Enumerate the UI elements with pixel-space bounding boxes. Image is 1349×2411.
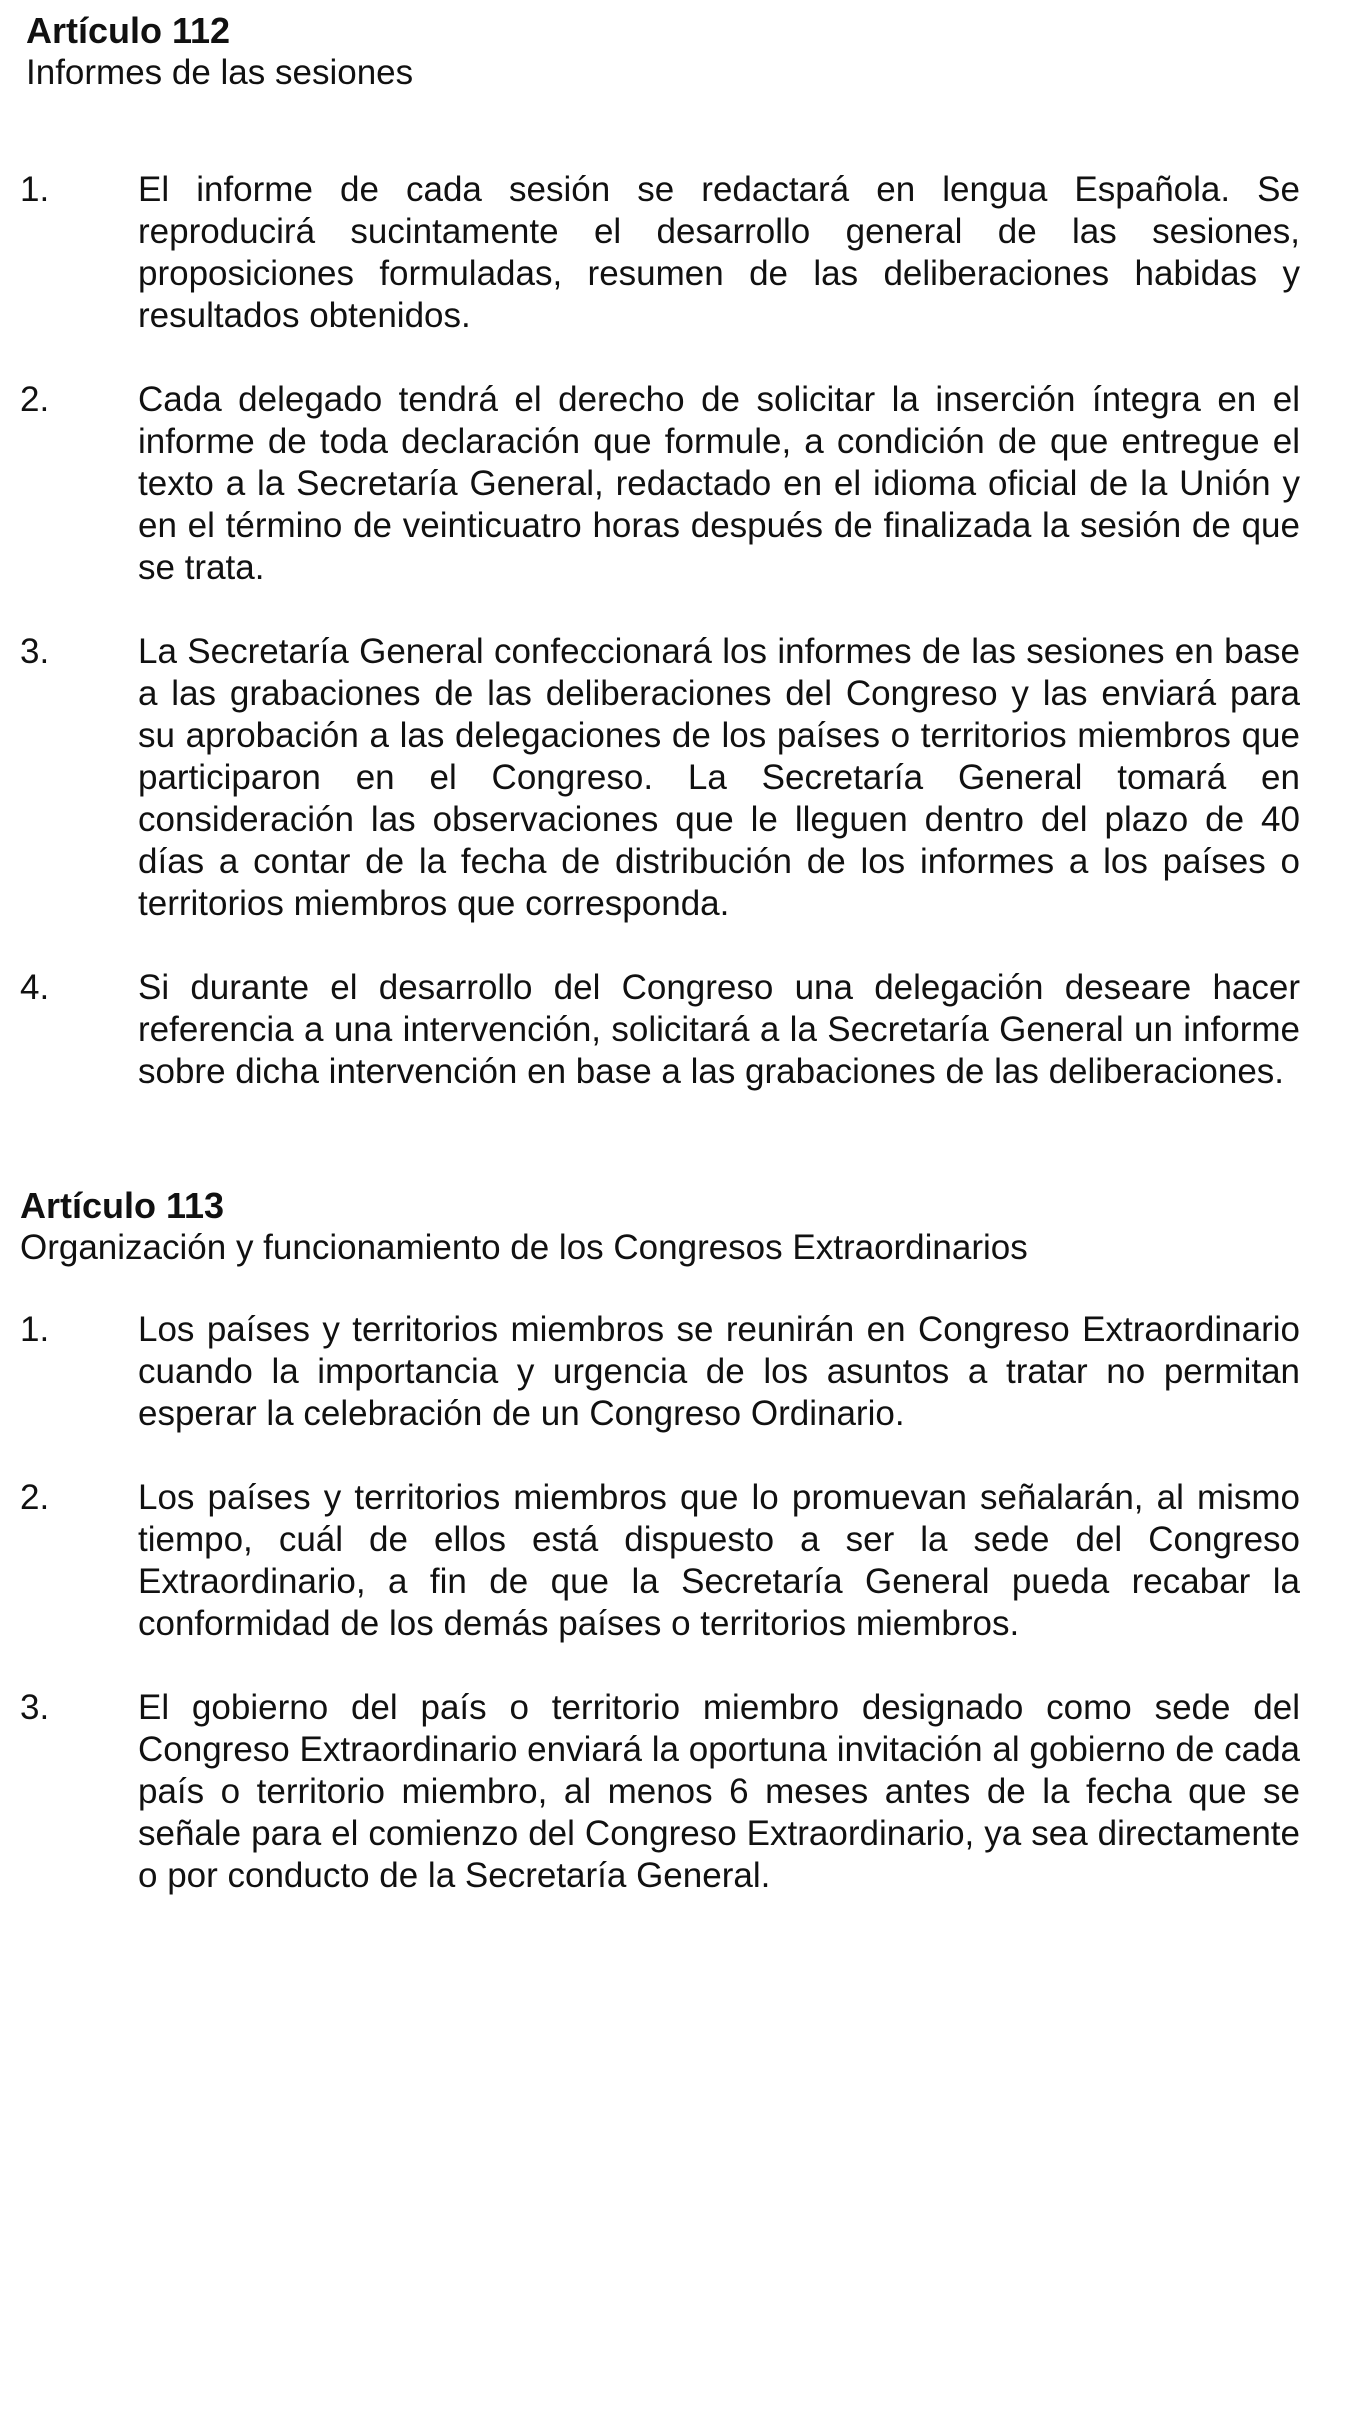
- item-text: El informe de cada sesión se redactará en lengua Española. Se reproducirá sucintamente el desarrollo general de las sesiones, proposiciones formuladas, resumen de las deliberaciones habidas y resultados obtenidos.: [138, 170, 1300, 335]
- article-item: [20, 379, 1300, 589]
- item-number: 1.: [20, 170, 50, 209]
- article-items: [20, 169, 1300, 1093]
- article-item: [20, 169, 1300, 337]
- item-text: Los países y territorios miembros se reunirán en Congreso Extraordinario cuando la importancia y urgencia de los asuntos a tratar no permitan esperar la celebración de un Congreso Ordinario.: [138, 1310, 1300, 1433]
- article-item: [20, 1477, 1300, 1645]
- item-text: Los países y territorios miembros que lo promuevan señalarán, al mismo tiempo, cuál de ellos está dispuesto a ser la sede del Congreso Extraordinario, a fin de que la Secretaría General pueda recabar la conformidad de los demás países o territorios miembros.: [138, 1478, 1300, 1643]
- item-number: 1.: [20, 1310, 50, 1349]
- item-number: 3.: [20, 632, 50, 671]
- item-text: La Secretaría General confeccionará los informes de las sesiones en base a las grabaciones de las deliberaciones del Congreso y las enviará para su aprobación a las delegaciones de los países o territorios miembros que participaron en el Congreso. La Secretaría General tomará en consideración las observaciones que le lleguen dentro del plazo de 40 días a contar de la fecha de distribución de los informes a los países o territorios miembros que corresponda.: [138, 632, 1300, 923]
- item-number: 4.: [20, 968, 50, 1007]
- article-item: [20, 631, 1300, 925]
- article-number: Artículo 113: [20, 1185, 225, 1226]
- article-heading: [20, 1185, 1300, 1269]
- item-text: El gobierno del país o territorio miembro designado como sede del Congreso Extraordinario enviará la oportuna invitación al gobierno de cada país o territorio miembro, al menos 6 meses antes de la fecha que se señale para el comienzo del Congreso Extraordinario, ya sea directamente o por conducto de la Secretaría General.: [138, 1688, 1300, 1895]
- article-item: [20, 1687, 1300, 1897]
- article-subtitle: Informes de las sesiones: [26, 53, 414, 92]
- article-113: [20, 1185, 1300, 1939]
- article-item: [20, 1309, 1300, 1435]
- article-number: Artículo 112: [26, 10, 231, 51]
- article-112: [20, 10, 1300, 1135]
- item-text: Si durante el desarrollo del Congreso una delegación deseare hacer referencia a una intervención, solicitará a la Secretaría General un informe sobre dicha intervención en base a las grabaciones de las deliberaciones.: [138, 968, 1300, 1091]
- item-number: 3.: [20, 1688, 50, 1727]
- article-item: [20, 967, 1300, 1093]
- item-number: 2.: [20, 1478, 50, 1517]
- item-text: Cada delegado tendrá el derecho de solicitar la inserción íntegra en el informe de toda declaración que formule, a condición de que entregue el texto a la Secretaría General, redactado en el idioma oficial de la Unión y en el término de veinticuatro horas después de finalizada la sesión de que se trata.: [138, 380, 1300, 587]
- item-number: 2.: [20, 380, 50, 419]
- article-heading: [26, 10, 1300, 94]
- article-items: [20, 1309, 1300, 1897]
- article-subtitle: Organización y funcionamiento de los Congresos Extraordinarios: [20, 1228, 1028, 1267]
